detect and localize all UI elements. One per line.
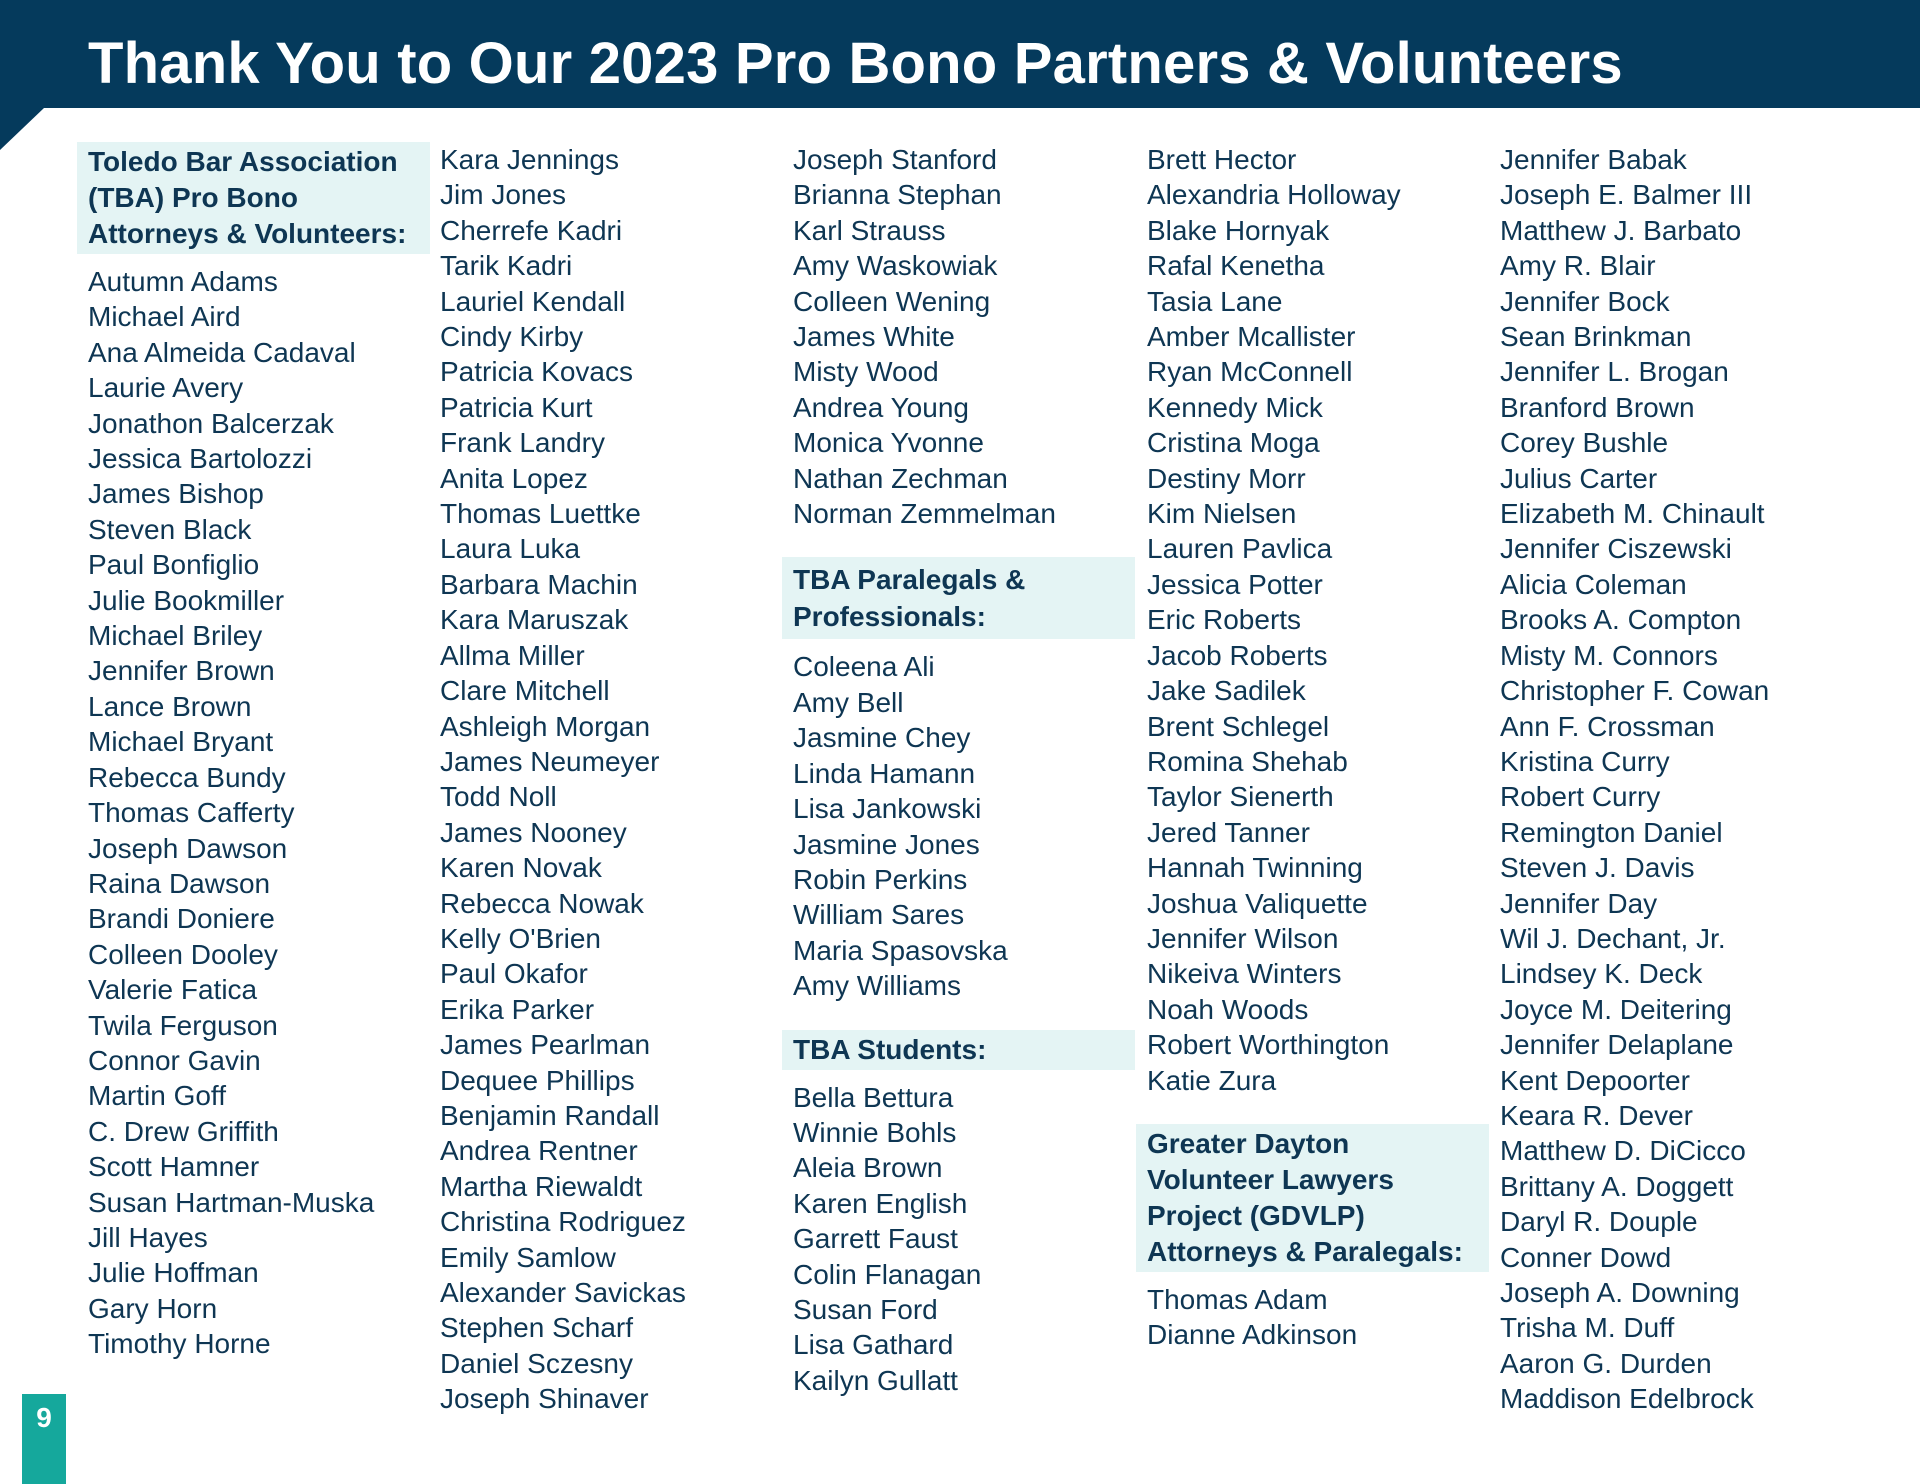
name-list: [783, 142, 1135, 531]
list-item: Scott Hamner: [88, 1151, 260, 1183]
list-item: Joyce M. Deitering: [1500, 993, 1732, 1025]
list-item: Eric Roberts: [1147, 604, 1302, 636]
list-item: Julius Carter: [1500, 462, 1658, 494]
list-item: Joshua Valiquette: [1147, 887, 1368, 919]
list-item: Emily Samlow: [440, 1241, 616, 1273]
list-item: Frank Landry: [440, 427, 605, 459]
list-item: Misty Wood: [793, 356, 939, 388]
list-item: Jonathon Balcerzak: [88, 407, 334, 439]
name-list: [783, 649, 1135, 1003]
list-item: Julie Bookmiller: [88, 584, 285, 616]
list-item: Trisha M. Duff: [1500, 1312, 1675, 1344]
list-item: Laurie Avery: [88, 372, 244, 404]
list-item: James White: [793, 321, 955, 353]
list-item: Joseph Shinaver: [440, 1383, 649, 1415]
list-item: Winnie Bohls: [793, 1116, 957, 1148]
list-item: Valerie Fatica: [88, 974, 258, 1006]
list-item: Alexander Savickas: [440, 1277, 686, 1308]
section: [783, 1030, 1135, 1399]
section: [783, 557, 1135, 1003]
list-item: Matthew J. Barbato: [1500, 214, 1742, 246]
column-5: [1490, 142, 1842, 1417]
section: [430, 142, 782, 1417]
list-item: Brett Hector: [1147, 144, 1297, 175]
section: [1137, 1124, 1489, 1353]
list-item: Nathan Zechman: [793, 462, 1008, 494]
list-item: Cristina Moga: [1147, 427, 1320, 459]
column-2: [430, 142, 782, 1417]
list-item: Garrett Faust: [793, 1223, 958, 1255]
list-item: Kelly O'Brien: [440, 922, 601, 954]
list-item: C. Drew Griffith: [88, 1115, 279, 1147]
list-item: Daryl R. Douple: [1500, 1206, 1698, 1238]
list-item: Robin Perkins: [793, 863, 968, 895]
list-item: Conner Dowd: [1500, 1241, 1672, 1273]
list-item: Laura Luka: [440, 533, 581, 565]
list-item: Ryan McConnell: [1147, 356, 1353, 388]
list-item: Kennedy Mick: [1147, 391, 1323, 423]
column-4: [1137, 142, 1489, 1353]
list-item: Alexandria Holloway: [1147, 179, 1401, 211]
list-item: Jennifer Delaplane: [1500, 1029, 1734, 1061]
list-item: Tasia Lane: [1147, 285, 1283, 317]
list-item: Thomas Luettke: [440, 498, 641, 530]
list-item: Brandi Doniere: [88, 903, 275, 935]
list-item: Jennifer Ciszewski: [1500, 533, 1732, 565]
list-item: Bella Bettura: [793, 1081, 954, 1113]
list-item: Thomas Adam: [1147, 1283, 1328, 1315]
list-item: Matthew D. DiCicco: [1500, 1135, 1746, 1167]
name-list: [1490, 142, 1842, 1417]
list-item: Jessica Bartolozzi: [88, 443, 313, 475]
list-item: Kara Maruszak: [440, 604, 629, 636]
list-item: Amy Waskowiak: [793, 250, 998, 282]
list-item: Twila Ferguson: [88, 1009, 278, 1041]
list-item: Kent Depoorter: [1500, 1064, 1690, 1096]
column-1: [78, 142, 430, 1362]
list-item: Jacob Roberts: [1147, 639, 1328, 671]
list-item: Amber Mcallister: [1147, 321, 1356, 353]
name-list: [783, 1080, 1135, 1399]
list-item: Elizabeth M. Chinault: [1500, 498, 1765, 530]
list-item: Lisa Jankowski: [793, 793, 982, 825]
name-list: [1137, 1282, 1489, 1353]
list-item: Stephen Scharf: [440, 1312, 634, 1344]
list-item: Lauriel Kendall: [440, 285, 626, 317]
list-item: Jake Sadilek: [1147, 675, 1306, 707]
column-3: [783, 142, 1135, 1398]
list-item: Sean Brinkman: [1500, 321, 1692, 353]
list-item: Michael Bryant: [88, 726, 274, 758]
list-item: Robert Worthington: [1147, 1029, 1390, 1061]
list-item: Ann F. Crossman: [1500, 710, 1715, 742]
list-item: Dequee Phillips: [440, 1064, 635, 1096]
list-item: Christina Rodriguez: [440, 1206, 686, 1238]
list-item: Kailyn Gullatt: [793, 1364, 958, 1396]
list-item: Colin Flanagan: [793, 1258, 982, 1290]
name-list: [1137, 142, 1489, 1098]
list-item: Raina Dawson: [88, 867, 271, 899]
section: [783, 142, 1135, 531]
list-item: Joseph A. Downing: [1500, 1277, 1740, 1308]
list-item: Connor Gavin: [88, 1044, 261, 1076]
list-item: James Bishop: [88, 478, 264, 510]
list-item: James Pearlman: [440, 1029, 651, 1061]
list-item: Rebecca Nowak: [440, 887, 644, 919]
list-item: Joseph Dawson: [88, 832, 288, 864]
list-item: Ashleigh Morgan: [440, 710, 651, 742]
list-item: Brent Schlegel: [1147, 710, 1330, 742]
name-list: [430, 142, 782, 1417]
list-item: Aaron G. Durden: [1500, 1347, 1712, 1379]
list-item: Martha Riewaldt: [440, 1170, 643, 1202]
list-item: Allma Miller: [440, 639, 585, 671]
section: [1490, 142, 1842, 1417]
list-item: Daniel Sczesny: [440, 1347, 633, 1379]
list-item: Lindsey K. Deck: [1500, 958, 1703, 990]
list-item: Dianne Adkinson: [1147, 1319, 1358, 1351]
list-item: James Nooney: [440, 816, 627, 848]
list-item: Coleena Ali: [793, 651, 935, 683]
section-heading: Greater Dayton Volunteer Lawyers Project (GDVLP) Attorneys & Paralegals:: [1136, 1124, 1489, 1272]
list-item: Ana Almeida Cadaval: [88, 336, 356, 368]
list-item: Monica Yvonne: [793, 427, 984, 459]
list-item: Amy Bell: [793, 686, 904, 718]
list-item: Romina Shehab: [1147, 745, 1348, 777]
list-item: Alicia Coleman: [1500, 568, 1687, 600]
list-item: Colleen Wening: [793, 285, 991, 317]
list-item: Jered Tanner: [1147, 816, 1310, 848]
list-item: Kristina Curry: [1500, 745, 1670, 777]
list-item: William Sares: [793, 899, 965, 931]
list-item: Wil J. Dechant, Jr.: [1500, 922, 1726, 954]
list-item: Kara Jennings: [440, 144, 620, 175]
section: [1137, 142, 1489, 1098]
list-item: Branford Brown: [1500, 391, 1695, 423]
list-item: Clare Mitchell: [440, 675, 610, 707]
list-item: Destiny Morr: [1147, 462, 1306, 494]
list-item: Lauren Pavlica: [1147, 533, 1333, 565]
list-item: Linda Hamann: [793, 757, 976, 789]
list-item: Benjamin Randall: [440, 1099, 660, 1131]
list-item: Brooks A. Compton: [1500, 604, 1742, 636]
section: [78, 142, 430, 1362]
list-item: Brianna Stephan: [793, 179, 1002, 211]
list-item: Colleen Dooley: [88, 938, 278, 970]
page-title: Thank You to Our 2023 Pro Bono Partners & Volunteers: [88, 31, 1623, 96]
section-heading: TBA Paralegals & Professionals:: [782, 557, 1135, 639]
list-item: Timothy Horne: [88, 1328, 271, 1360]
list-item: Amy R. Blair: [1500, 250, 1656, 282]
list-item: Jasmine Jones: [793, 828, 980, 860]
list-item: Remington Daniel: [1500, 816, 1723, 848]
name-list: [78, 264, 430, 1362]
list-item: Jessica Potter: [1147, 568, 1323, 600]
list-item: Nikeiva Winters: [1147, 958, 1342, 990]
list-item: Autumn Adams: [88, 266, 278, 297]
list-item: Christopher F. Cowan: [1500, 675, 1770, 707]
list-item: Maddison Edelbrock: [1500, 1383, 1754, 1415]
section-heading: TBA Students:: [782, 1030, 1135, 1070]
list-item: Steven J. Davis: [1500, 852, 1695, 884]
list-item: Tarik Kadri: [440, 250, 573, 282]
list-item: Andrea Rentner: [440, 1135, 638, 1167]
list-item: Andrea Young: [793, 391, 969, 423]
list-item: Anita Lopez: [440, 462, 588, 494]
list-item: Jennifer Bock: [1500, 285, 1670, 317]
list-item: Norman Zemmelman: [793, 498, 1056, 530]
page-number: 9: [36, 1402, 52, 1433]
list-item: Kim Nielsen: [1147, 498, 1297, 530]
list-item: Jennifer Wilson: [1147, 922, 1339, 954]
list-item: James Neumeyer: [440, 745, 660, 777]
list-item: Aleia Brown: [793, 1152, 943, 1184]
list-item: Cherrefe Kadri: [440, 214, 623, 246]
list-item: Patricia Kovacs: [440, 356, 633, 388]
list-item: Blake Hornyak: [1147, 214, 1330, 246]
list-item: Rafal Kenetha: [1147, 250, 1325, 282]
list-item: Jennifer Babak: [1500, 144, 1687, 175]
list-item: Joseph Stanford: [793, 144, 997, 175]
list-item: Susan Hartman-Muska: [88, 1186, 375, 1218]
list-item: Patricia Kurt: [440, 391, 593, 423]
list-item: Lisa Gathard: [793, 1329, 954, 1361]
list-item: Katie Zura: [1147, 1064, 1277, 1096]
list-item: Karl Strauss: [793, 214, 946, 246]
list-item: Erika Parker: [440, 993, 595, 1025]
list-item: Gary Horn: [88, 1292, 218, 1324]
section-heading: Toledo Bar Association (TBA) Pro Bono Attorneys & Volunteers:: [77, 142, 430, 254]
list-item: Joseph E. Balmer III: [1500, 179, 1753, 211]
page-number-tab: [22, 1394, 66, 1484]
list-item: Martin Goff: [88, 1080, 226, 1112]
list-item: Paul Okafor: [440, 958, 588, 990]
list-item: Corey Bushle: [1500, 427, 1669, 459]
list-item: Steven Black: [88, 513, 252, 545]
list-item: Jasmine Chey: [793, 722, 971, 754]
list-item: Maria Spasovska: [793, 934, 1008, 966]
list-item: Noah Woods: [1147, 993, 1309, 1025]
list-item: Todd Noll: [440, 781, 557, 813]
list-item: Jill Hayes: [88, 1221, 208, 1253]
list-item: Karen Novak: [440, 852, 602, 884]
list-item: Jennifer L. Brogan: [1500, 356, 1729, 388]
list-item: Amy Williams: [793, 970, 961, 1002]
list-item: Jim Jones: [440, 179, 567, 211]
list-item: Michael Aird: [88, 301, 241, 333]
list-item: Jennifer Day: [1500, 887, 1658, 919]
list-item: Paul Bonfiglio: [88, 549, 260, 581]
list-item: Keara R. Dever: [1500, 1099, 1693, 1131]
list-item: Lance Brown: [88, 690, 252, 722]
list-item: Thomas Cafferty: [88, 797, 295, 829]
list-item: Cindy Kirby: [440, 321, 584, 353]
list-item: Rebecca Bundy: [88, 761, 286, 793]
list-item: Brittany A. Doggett: [1500, 1170, 1734, 1202]
list-item: Robert Curry: [1500, 781, 1661, 813]
list-item: Susan Ford: [793, 1293, 938, 1325]
list-item: Barbara Machin: [440, 568, 638, 600]
list-item: Karen English: [793, 1187, 968, 1219]
list-item: Misty M. Connors: [1500, 639, 1718, 671]
list-item: Taylor Sienerth: [1147, 781, 1334, 813]
list-item: Julie Hoffman: [88, 1257, 259, 1289]
list-item: Michael Briley: [88, 620, 263, 652]
list-item: Jennifer Brown: [88, 655, 275, 687]
list-item: Hannah Twinning: [1147, 852, 1363, 884]
